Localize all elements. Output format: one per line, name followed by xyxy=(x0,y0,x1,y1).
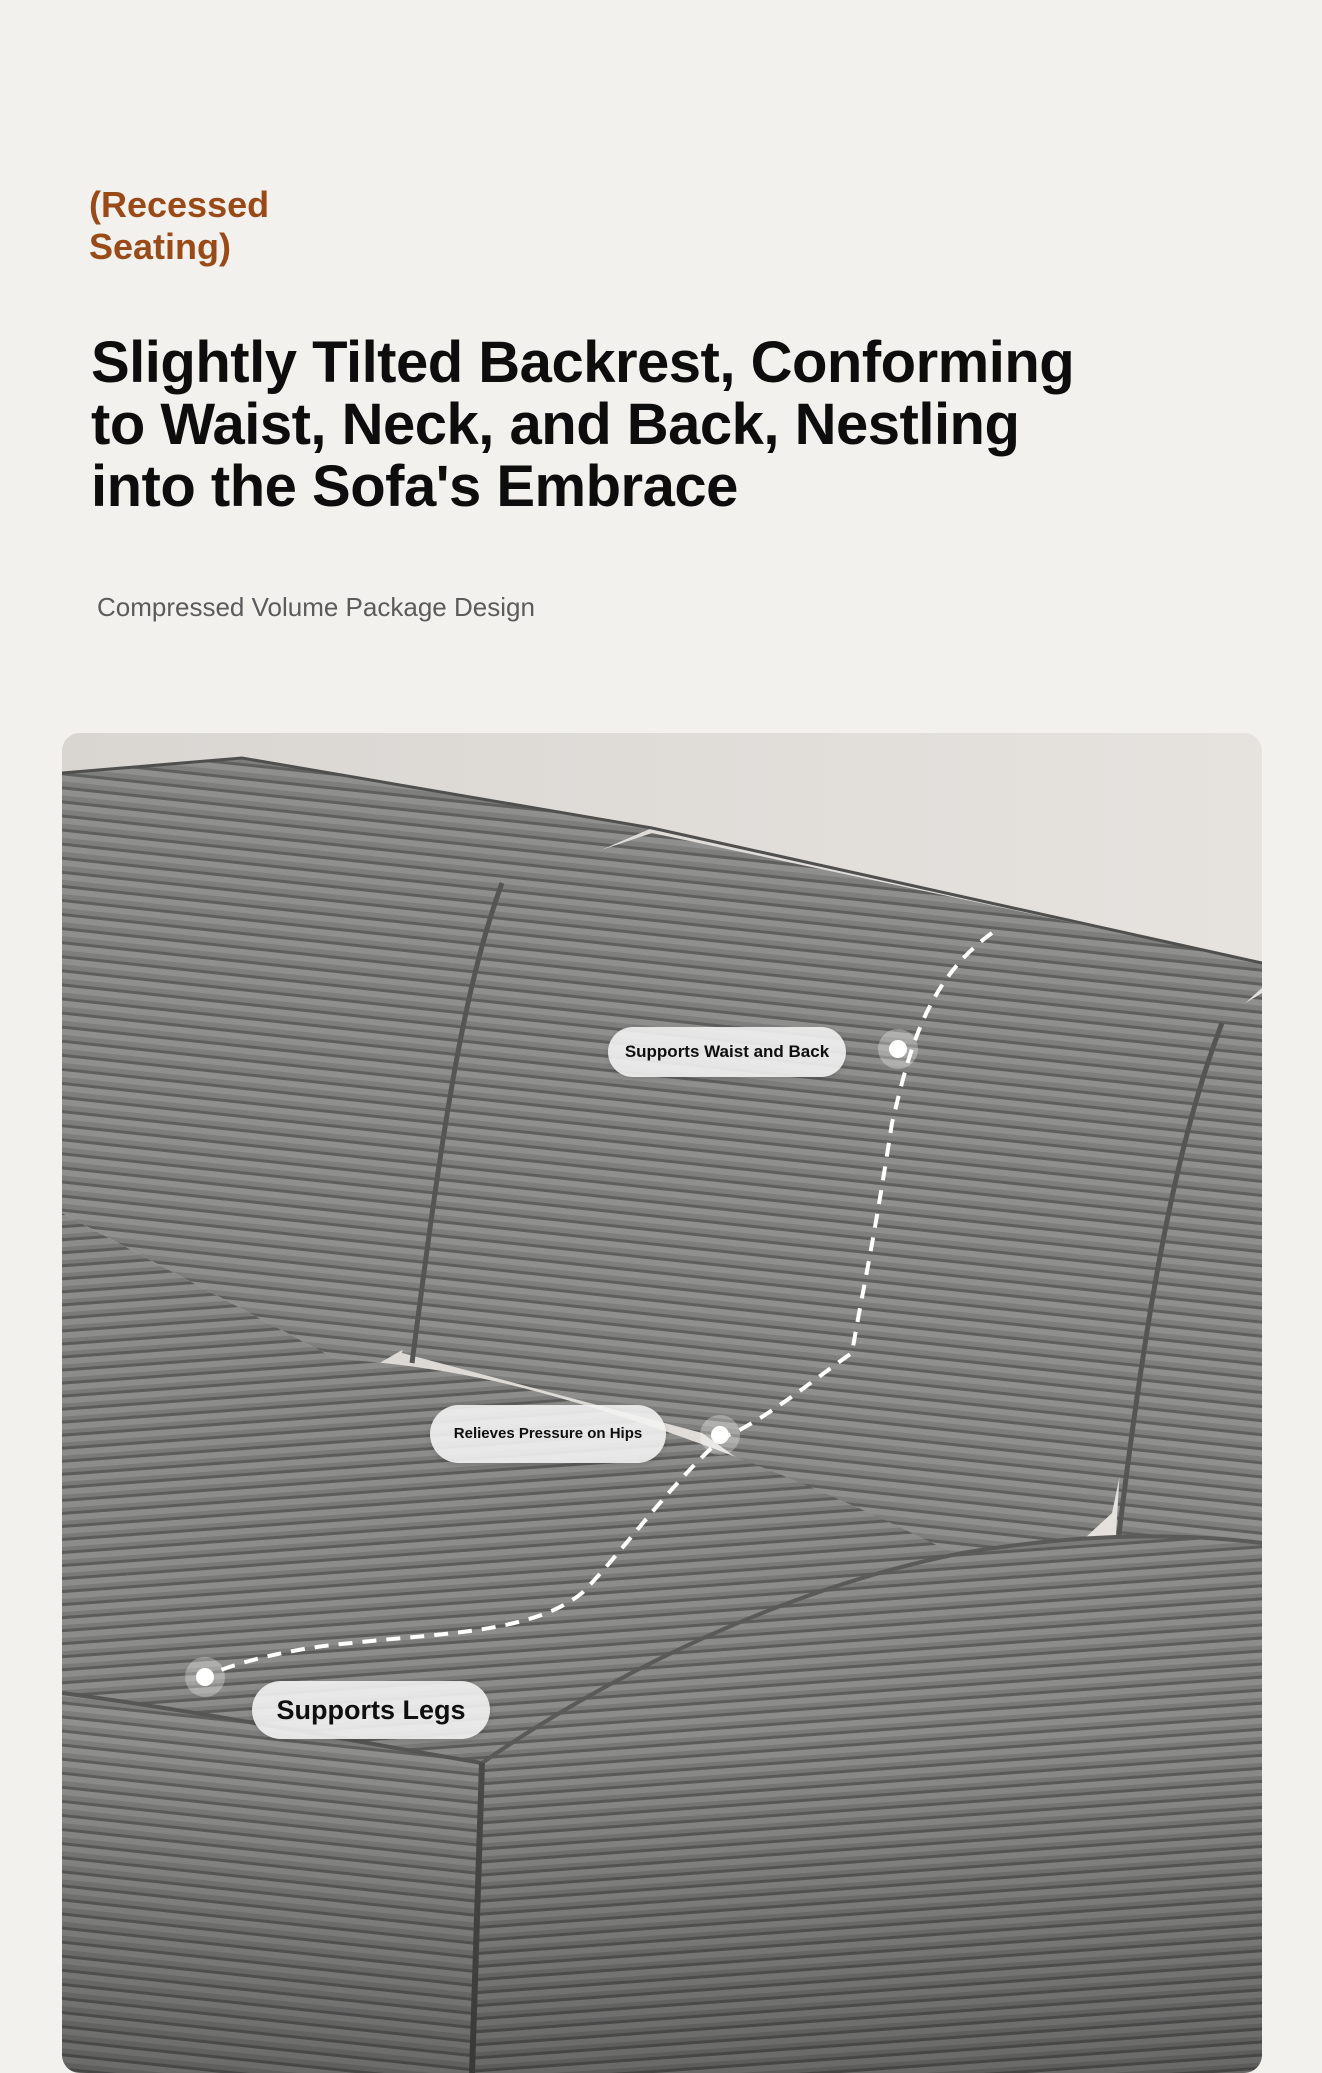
marker-legs-dot xyxy=(196,1668,214,1686)
headline: Slightly Tilted Backrest, Conforming to Waist, Neck, and Back, Nestling into the Sofa's Embrace xyxy=(91,330,1075,519)
sofa-photo xyxy=(62,733,1262,2073)
label-supports-waist-back: Supports Waist and Back xyxy=(608,1027,846,1077)
label-supports-legs: Supports Legs xyxy=(252,1681,490,1739)
section-eyebrow: (Recessed Seating) xyxy=(89,184,270,267)
label-relieves-hips: Relieves Pressure on Hips xyxy=(430,1405,666,1463)
subtitle: Compressed Volume Package Design xyxy=(97,592,535,622)
floor-shadow xyxy=(62,1733,1262,2073)
sofa-illustration xyxy=(62,733,1262,2073)
marker-waist-dot xyxy=(889,1040,907,1058)
marker-hips-dot xyxy=(711,1426,729,1444)
